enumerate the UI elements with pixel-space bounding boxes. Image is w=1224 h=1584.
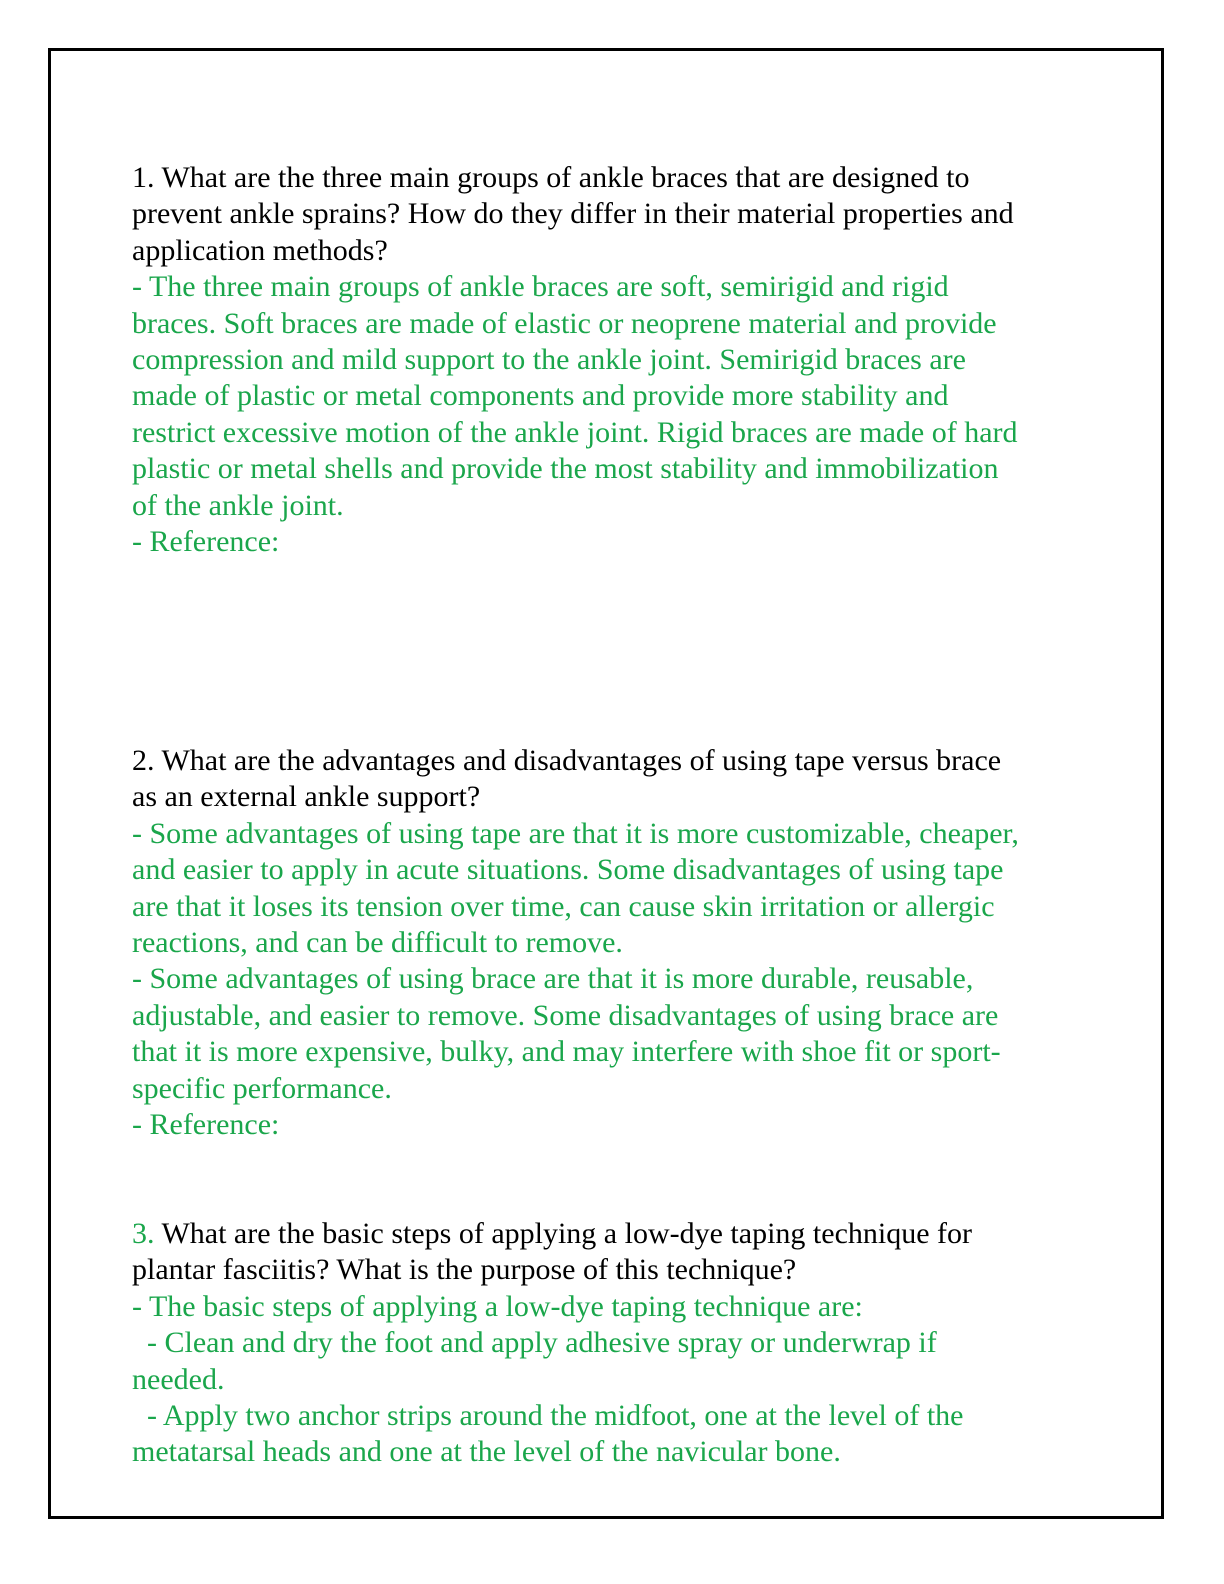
answer-2-line: that it is more expensive, bulky, and may interfere with shoe fit or sport- <box>132 1035 1001 1069</box>
reference-1-line: - Reference: <box>132 524 280 558</box>
answer-1-line: - The three main groups of ankle braces are soft, semirigid and rigid <box>132 270 949 304</box>
question-1-line: 1. What are the three main groups of ankle braces that are designed to <box>132 161 970 194</box>
answer-2-line: and easier to apply in acute situations. Some disadvantages of using tape <box>132 853 1004 887</box>
answer-3-line: metatarsal heads and one at the level of the navicular bone. <box>132 1435 841 1469</box>
qa-block-3 <box>132 1216 1092 1471</box>
answer-2-line: are that it loses its tension over time, can cause skin irritation or allergic <box>132 889 995 923</box>
answer-1-line: made of plastic or metal components and provide more stability and <box>132 379 949 413</box>
answer-1-line: braces. Soft braces are made of elastic or neoprene material and provide <box>132 306 997 340</box>
answer-2-line: reactions, and can be difficult to remove. <box>132 925 623 959</box>
answer-1-line: restrict excessive motion of the ankle joint. Rigid braces are made of hard <box>132 415 1018 449</box>
answer-1-line: compression and mild support to the ankle joint. Semirigid braces are <box>132 342 966 376</box>
question-3-line: plantar fasciitis? What is the purpose of this technique? <box>132 1253 797 1287</box>
answer-3-line: - Clean and dry the foot and apply adhesive spray or underwrap if <box>132 1326 937 1360</box>
question-3-line <box>132 1216 1092 1252</box>
answer-2-line: specific performance. <box>132 1071 392 1105</box>
question-2-line: 2. What are the advantages and disadvantages of using tape versus brace <box>132 744 1002 777</box>
question-1-line: application methods? <box>132 233 388 267</box>
qa-block-2 <box>132 743 1092 1143</box>
answer-2-line: - Some advantages of using brace are that it is more durable, reusable, <box>132 962 974 996</box>
question-1-line: prevent ankle sprains? How do they differ in their material properties and <box>132 197 1014 231</box>
answer-2-line: adjustable, and easier to remove. Some disadvantages of using brace are <box>132 998 999 1032</box>
reference-2-line: - Reference: <box>132 1107 280 1141</box>
question-3-number: 3. <box>132 1217 155 1250</box>
qa-block-1 <box>132 160 1092 560</box>
question-2-line: as an external ankle support? <box>132 780 481 814</box>
answer-1-line: of the ankle joint. <box>132 488 344 522</box>
answer-2-line: - Some advantages of using tape are that it is more customizable, cheaper, <box>132 816 1019 850</box>
question-3-text: What are the basic steps of applying a low-dye taping technique for <box>154 1217 973 1250</box>
answer-3-line: - Apply two anchor strips around the midfoot, one at the level of the <box>132 1398 964 1432</box>
answer-3-line: needed. <box>132 1362 225 1396</box>
answer-1-line: plastic or metal shells and provide the most stability and immobilization <box>132 452 999 486</box>
answer-3-line: - The basic steps of applying a low-dye taping technique are: <box>132 1289 863 1323</box>
